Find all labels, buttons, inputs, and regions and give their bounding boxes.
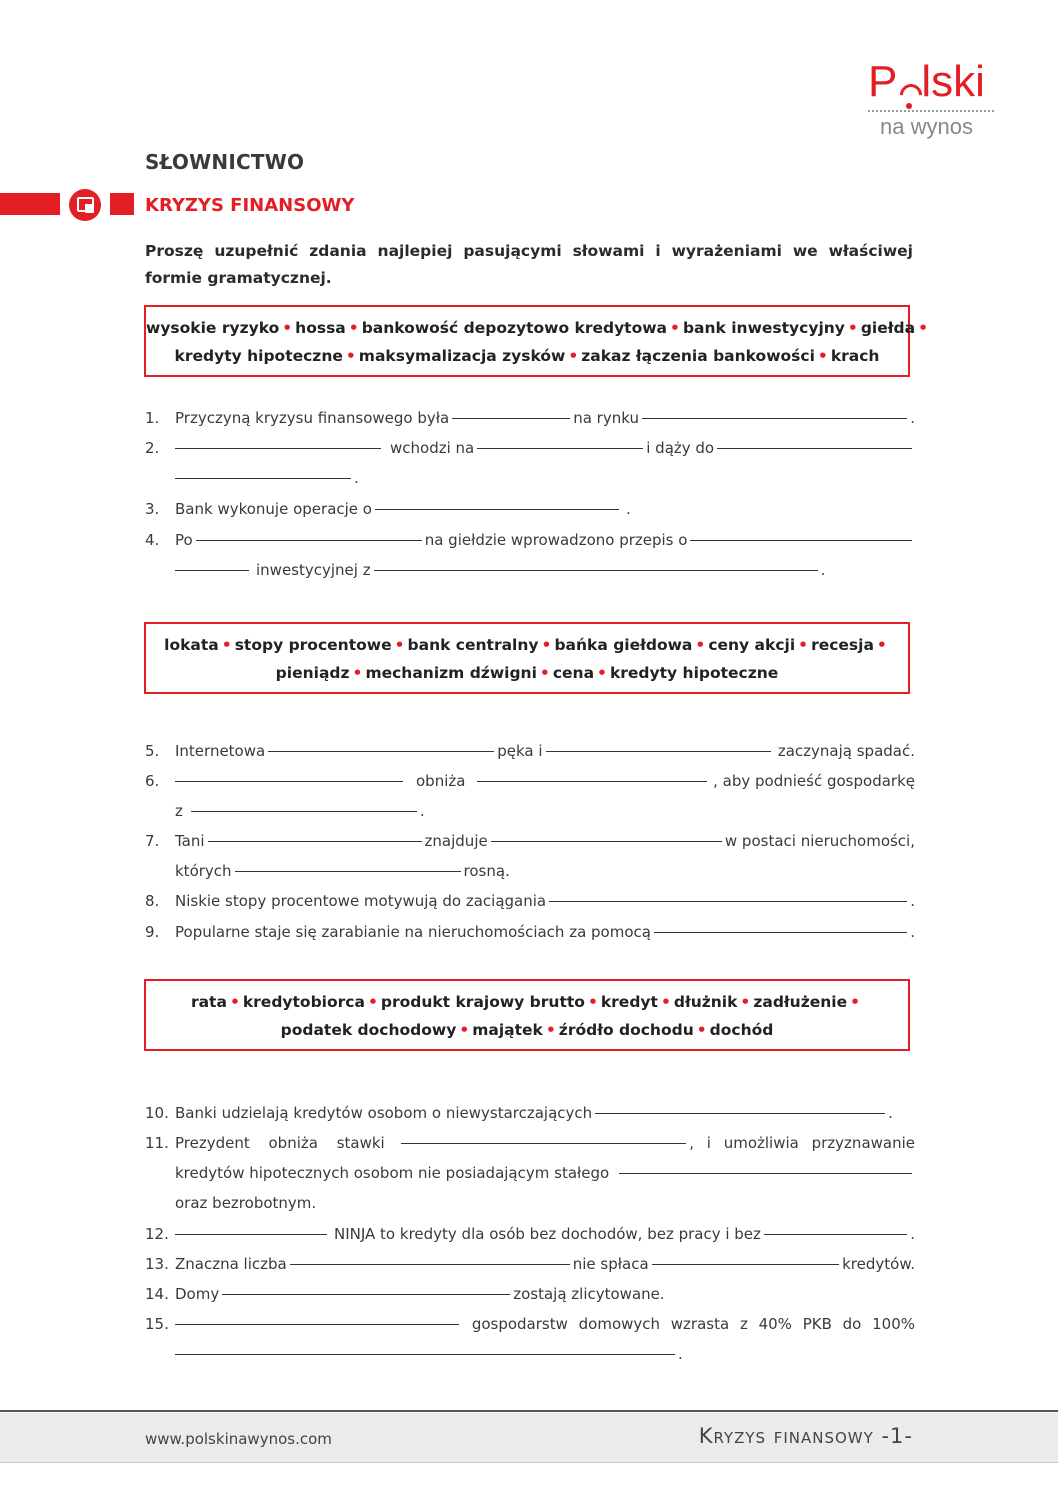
exercise-text: rosną. bbox=[463, 862, 510, 880]
exercise-text: oraz bezrobotnym. bbox=[175, 1194, 317, 1212]
exercise-text: na rynku bbox=[573, 409, 639, 427]
blank-field[interactable] bbox=[235, 870, 461, 872]
word-bank-line bbox=[146, 988, 908, 1016]
blank-field[interactable] bbox=[549, 900, 907, 902]
blank-field[interactable] bbox=[619, 1172, 912, 1174]
blank-field[interactable] bbox=[401, 1142, 687, 1144]
bullet-separator: • bbox=[696, 1021, 707, 1039]
footer-divider bbox=[0, 1410, 1058, 1412]
exercise-text: Niskie stopy procentowe motywują do zaciągania bbox=[175, 892, 547, 910]
bullet-separator: • bbox=[817, 347, 828, 365]
blank-field[interactable] bbox=[477, 447, 643, 449]
exercise-text: . bbox=[419, 802, 425, 820]
exercise-text: w postaci nieruchomości, bbox=[724, 832, 915, 850]
word-bank-item: krach bbox=[830, 347, 880, 365]
word-bank-item: wysokie ryzyko bbox=[146, 319, 280, 337]
exercise-text: Bank wykonuje operacje o bbox=[175, 500, 372, 518]
word-bank-item: pieniądz bbox=[275, 664, 350, 682]
exercise-number: 3. bbox=[145, 500, 160, 518]
blank-field[interactable] bbox=[652, 1263, 839, 1265]
word-bank-item: zadłużenie bbox=[753, 993, 848, 1011]
blank-field[interactable] bbox=[491, 840, 722, 842]
exercise-text: . bbox=[354, 469, 359, 487]
word-bank-item: bańka giełdowa bbox=[554, 636, 693, 654]
word-bank-item: dłużnik bbox=[673, 993, 738, 1011]
word-bank-item: kredytobiorca bbox=[242, 993, 365, 1011]
blank-field[interactable] bbox=[175, 569, 249, 571]
exercise-number: 8. bbox=[145, 892, 160, 910]
blank-field[interactable] bbox=[175, 1353, 675, 1355]
bullet-separator: • bbox=[597, 664, 607, 682]
bullet-separator: • bbox=[695, 636, 706, 654]
word-bank-item: stopy procentowe bbox=[234, 636, 392, 654]
exercise-number: 11. bbox=[145, 1134, 169, 1152]
exercise-text: , i umożliwia przyznawanie bbox=[689, 1134, 915, 1152]
blank-field[interactable] bbox=[268, 750, 494, 752]
word-bank-item: bank centralny bbox=[407, 636, 539, 654]
word-bank-item: lokata bbox=[164, 636, 219, 654]
exercise-text: inwestycyjnej z bbox=[256, 561, 371, 579]
exercise-text: pęka i bbox=[497, 742, 543, 760]
exercise-text: . bbox=[910, 892, 915, 910]
bullet-separator: • bbox=[545, 1021, 556, 1039]
instruction-text: Proszę uzupełnić zdania najlepiej pasującymi słowami i wyrażeniami we właściwej formie gramatycznej. bbox=[145, 242, 913, 287]
exercise-text: Znaczna liczba bbox=[175, 1255, 287, 1273]
exercise-number: 9. bbox=[145, 923, 160, 941]
word-bank-line bbox=[146, 631, 908, 659]
bullet-separator: • bbox=[352, 664, 363, 682]
exercise-text: Przyczyną kryzysu finansowego była bbox=[175, 409, 450, 427]
exercise-text: . bbox=[910, 1225, 915, 1243]
website-link[interactable]: www.polskinawynos.com bbox=[145, 1430, 332, 1448]
decor-red-square bbox=[110, 193, 134, 215]
exercise-text: . bbox=[625, 500, 631, 518]
blank-field[interactable] bbox=[764, 1233, 907, 1235]
logo-o-mark bbox=[898, 76, 920, 106]
exercise-icon bbox=[69, 189, 101, 221]
word-bank-line bbox=[146, 314, 928, 342]
bullet-separator: • bbox=[876, 636, 887, 654]
blank-field[interactable] bbox=[191, 810, 417, 812]
word-bank-item: produkt krajowy brutto bbox=[380, 993, 585, 1011]
bullet-separator: • bbox=[345, 347, 356, 365]
exercise-text: znajduje bbox=[424, 832, 488, 850]
exercise-text: kredytów hipotecznych osobom nie posiadającym stałego bbox=[175, 1164, 610, 1182]
section-title: KRYZYS FINANSOWY bbox=[145, 195, 355, 216]
word-bank-item: bankowość depozytowo kredytowa bbox=[361, 319, 668, 337]
decor-red-band bbox=[0, 193, 60, 215]
blank-field[interactable] bbox=[690, 539, 912, 541]
word-bank-3 bbox=[144, 979, 910, 1051]
blank-field[interactable] bbox=[175, 477, 351, 479]
word-bank-line bbox=[146, 342, 908, 370]
word-bank-item: maksymalizacja zysków bbox=[358, 347, 566, 365]
bullet-separator: • bbox=[221, 636, 232, 654]
blank-field[interactable] bbox=[374, 569, 818, 571]
blank-field[interactable] bbox=[595, 1112, 885, 1114]
bullet-separator: • bbox=[918, 319, 928, 337]
exercise-number: 4. bbox=[145, 531, 160, 549]
exercise-number: 1. bbox=[145, 409, 160, 427]
exercise-text: . bbox=[820, 561, 826, 579]
exercise-number: 2. bbox=[145, 439, 160, 457]
footer-bottom-line bbox=[0, 1462, 1058, 1463]
footer-page-title-text: Kryzys finansowy -1- bbox=[698, 1424, 913, 1448]
word-bank-item: kredyty hipoteczne bbox=[609, 664, 779, 682]
exercise-number: 5. bbox=[145, 742, 160, 760]
exercise-text: NINJA to kredyty dla osób bez dochodów, bez pracy i bez bbox=[334, 1225, 761, 1243]
blank-field[interactable] bbox=[175, 447, 381, 449]
bullet-separator: • bbox=[798, 636, 809, 654]
page-title: SŁOWNICTWO bbox=[145, 150, 305, 174]
word-bank-item: rata bbox=[190, 993, 227, 1011]
bullet-separator: • bbox=[348, 319, 359, 337]
exercise-text: na giełdzie wprowadzono przepis o bbox=[424, 531, 688, 549]
exercise-number: 14. bbox=[145, 1285, 169, 1303]
exercise-number: 10. bbox=[145, 1104, 169, 1122]
exercise-number: 6. bbox=[145, 772, 160, 790]
bullet-separator: • bbox=[568, 347, 579, 365]
logo-wordmark bbox=[868, 58, 1008, 106]
word-bank-item: kredyty hipoteczne bbox=[174, 347, 343, 365]
exercise-text: . bbox=[910, 923, 915, 941]
word-bank-line bbox=[146, 1016, 908, 1044]
logo-tagline: na wynos bbox=[880, 114, 973, 139]
bullet-separator: • bbox=[459, 1021, 470, 1039]
exercise-text: gospodarstw domowych wzrasta z 40% PKB do 100% bbox=[471, 1315, 915, 1333]
bullet-separator: • bbox=[229, 993, 240, 1011]
bullet-separator: • bbox=[587, 993, 598, 1011]
blank-field[interactable] bbox=[175, 780, 403, 782]
exercise-text: , aby podnieść gospodarkę bbox=[713, 772, 915, 790]
logo-letters-lski: lski bbox=[921, 57, 985, 106]
word-bank-item: kredyt bbox=[600, 993, 658, 1011]
blank-field[interactable] bbox=[717, 447, 912, 449]
exercise-text: Po bbox=[175, 531, 193, 549]
exercise-text: i dąży do bbox=[646, 439, 715, 457]
word-bank-item: bank inwestycyjny bbox=[682, 319, 845, 337]
exercise-text: z bbox=[175, 802, 183, 820]
exercise-text: . bbox=[888, 1104, 893, 1122]
exercise-text: zaczynają spadać. bbox=[777, 742, 915, 760]
exercise-text: . bbox=[910, 409, 915, 427]
blank-field[interactable] bbox=[175, 1323, 459, 1325]
blank-field[interactable] bbox=[175, 1233, 327, 1235]
exercise-number: 15. bbox=[145, 1315, 169, 1333]
bullet-separator: • bbox=[539, 664, 550, 682]
logo bbox=[868, 58, 1008, 140]
logo-divider bbox=[868, 110, 994, 112]
exercise-number: 13. bbox=[145, 1255, 169, 1273]
exercise-text: wchodzi na bbox=[390, 439, 475, 457]
bullet-separator: • bbox=[850, 993, 861, 1011]
word-bank-item: recesja bbox=[811, 636, 874, 654]
bullet-separator: • bbox=[660, 993, 671, 1011]
blank-field[interactable] bbox=[452, 417, 570, 419]
blank-field[interactable] bbox=[208, 840, 422, 842]
exercise-text: Domy bbox=[175, 1285, 220, 1303]
word-bank-item: źródło dochodu bbox=[558, 1021, 694, 1039]
exercise-number: 7. bbox=[145, 832, 160, 850]
exercise-text: nie spłaca bbox=[572, 1255, 649, 1273]
word-bank-item: zakaz łączenia bankowości bbox=[581, 347, 815, 365]
exercise-text: kredytów. bbox=[842, 1255, 915, 1273]
exercise-text: Internetowa bbox=[175, 742, 266, 760]
exercise-text: Prezydent obniża stawki bbox=[175, 1134, 385, 1152]
word-bank-item: majątek bbox=[472, 1021, 543, 1039]
blank-field[interactable] bbox=[477, 780, 707, 782]
blank-field[interactable] bbox=[222, 1293, 510, 1295]
blank-field[interactable] bbox=[375, 508, 619, 510]
word-bank-2 bbox=[144, 622, 910, 694]
word-bank-item: giełda bbox=[860, 319, 916, 337]
bullet-separator: • bbox=[541, 636, 552, 654]
word-bank-item: hossa bbox=[295, 319, 346, 337]
bullet-separator: • bbox=[282, 319, 293, 337]
word-bank-item: mechanizm dźwigni bbox=[365, 664, 537, 682]
bullet-separator: • bbox=[740, 993, 751, 1011]
bullet-separator: • bbox=[367, 993, 378, 1011]
exercise-text: Tani bbox=[175, 832, 205, 850]
blank-field[interactable] bbox=[290, 1263, 570, 1265]
word-bank-item: ceny akcji bbox=[708, 636, 796, 654]
exercise-text: których bbox=[175, 862, 232, 880]
blank-field[interactable] bbox=[196, 539, 422, 541]
exercise-text: Popularne staje się zarabianie na nieruchomościach za pomocą bbox=[175, 923, 651, 941]
blank-field[interactable] bbox=[546, 750, 771, 752]
word-bank-item: dochód bbox=[709, 1021, 774, 1039]
footer-page-title bbox=[699, 1424, 913, 1448]
blank-field[interactable] bbox=[642, 417, 907, 419]
logo-letter-p: P bbox=[868, 57, 898, 106]
bullet-separator: • bbox=[394, 636, 405, 654]
word-bank-line bbox=[146, 659, 908, 687]
bullet-separator: • bbox=[847, 319, 858, 337]
word-bank-item: cena bbox=[552, 664, 595, 682]
exercise-text: zostają zlicytowane. bbox=[513, 1285, 665, 1303]
exercise-text: . bbox=[678, 1345, 683, 1363]
word-bank-item: podatek dochodowy bbox=[280, 1021, 457, 1039]
blank-field[interactable] bbox=[654, 931, 907, 933]
exercise-text: obniża bbox=[416, 772, 466, 790]
bullet-separator: • bbox=[670, 319, 680, 337]
exercise-number: 12. bbox=[145, 1225, 169, 1243]
word-bank-1 bbox=[144, 305, 928, 377]
exercise-text: Banki udzielają kredytów osobom o niewystarczających bbox=[175, 1104, 593, 1122]
